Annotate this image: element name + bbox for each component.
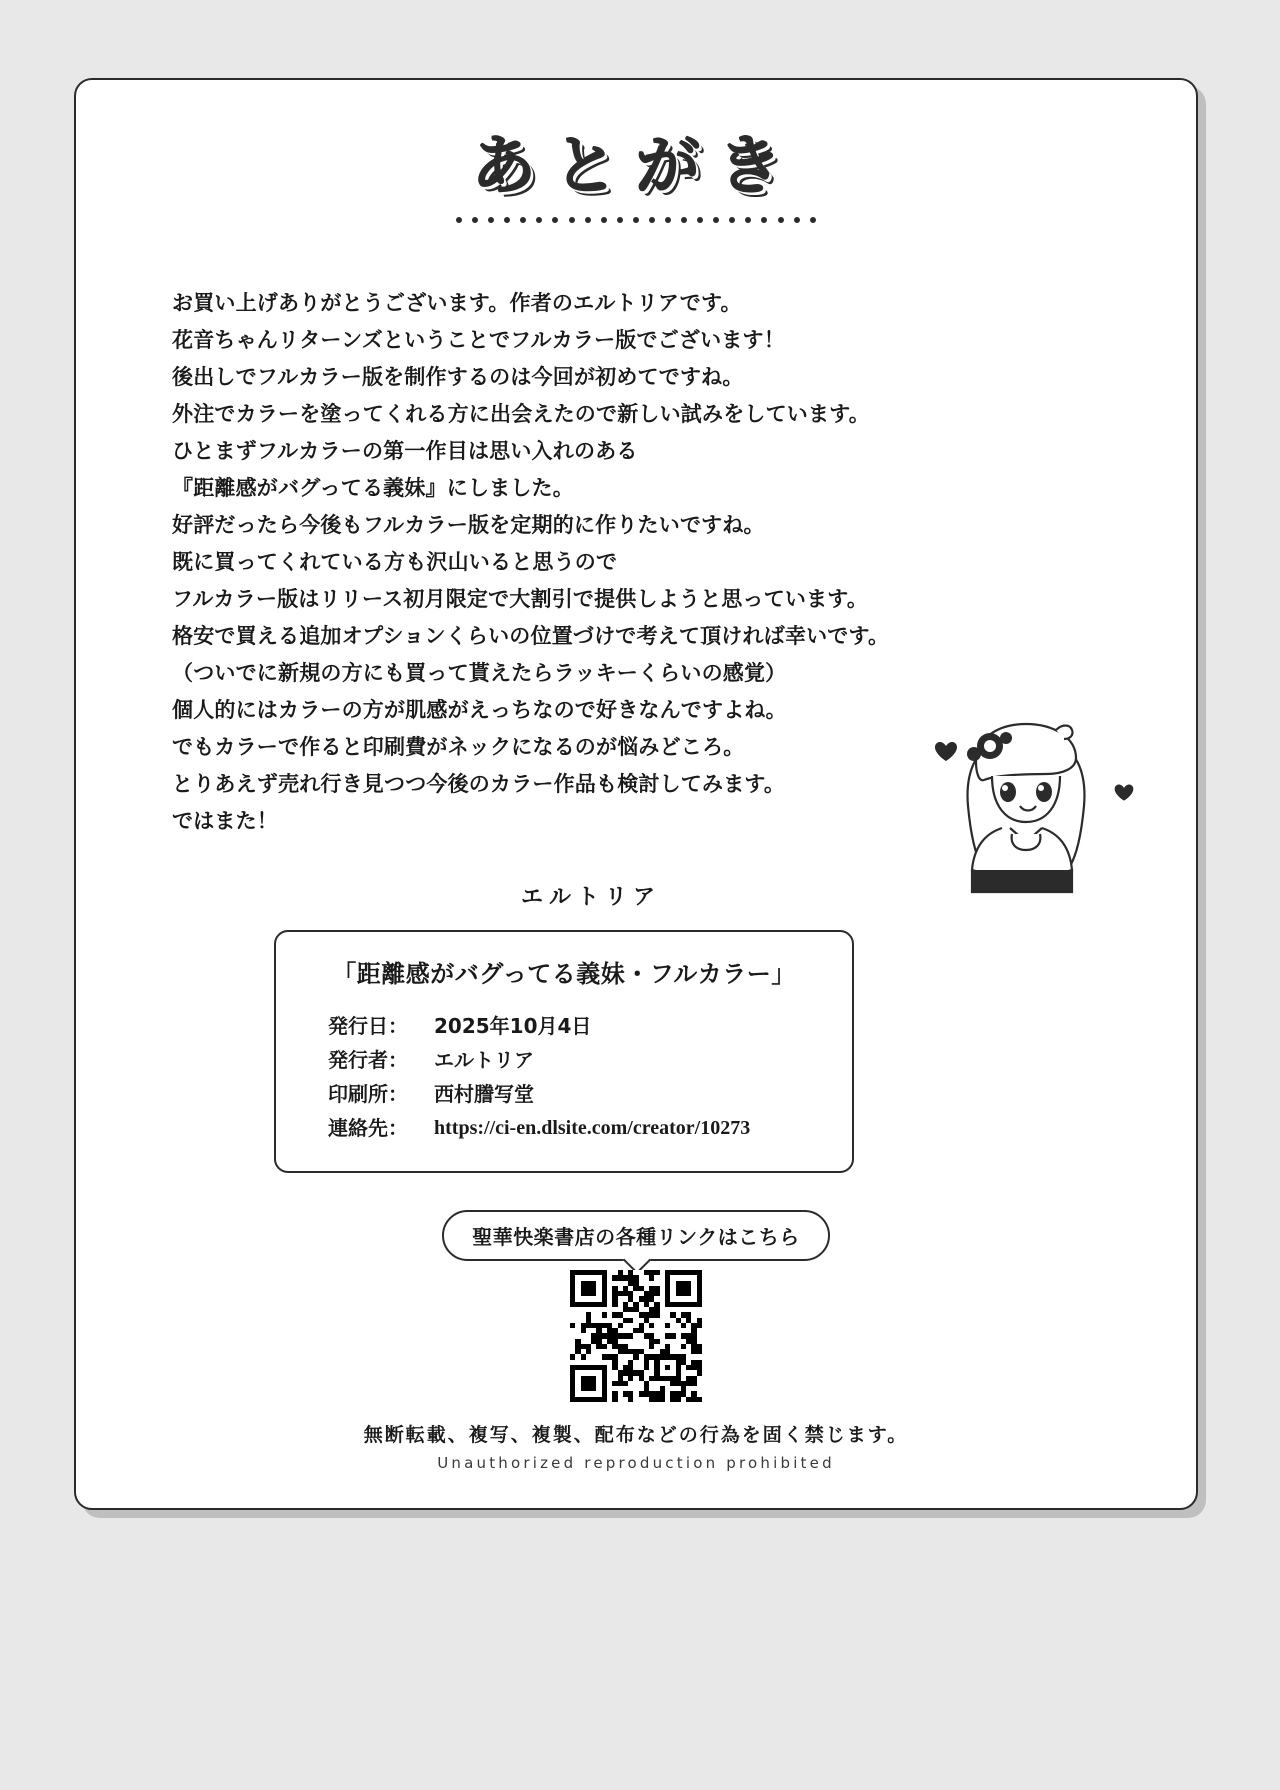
author-signature: エルトリア — [520, 885, 661, 910]
footer — [76, 1420, 1196, 1472]
colophon-value: 2025年10月4日 — [434, 1014, 592, 1038]
afterword-line: でもカラーで作ると印刷費がネックになるのが悩みどころ。 — [172, 735, 745, 759]
afterword-line: 後出しでフルカラー版を制作するのは今回が初めてですね。 — [172, 365, 744, 389]
afterword-line: お買い上げありがとうございます。作者のエルトリアです。 — [172, 291, 742, 315]
colophon-label: 印刷所： — [328, 1082, 408, 1106]
links-bubble-wrap — [76, 1210, 1196, 1261]
afterword-line: 既に買ってくれている方も沢山いると思うので — [172, 550, 618, 574]
afterword-line: 外注でカラーを塗ってくれる方に出会えたので新しい試みをしています。 — [172, 402, 870, 426]
colophon-contact-url[interactable]: https://ci-en.dlsite.com/creator/10273 — [434, 1117, 751, 1139]
footer-notice-jp: 無断転載、複写、複製、配布などの行為を固く禁じます。 — [363, 1424, 909, 1446]
afterword-line: フルカラー版はリリース初月限定で大割引で提供しようと思っています。 — [172, 587, 869, 611]
afterword-line: 『距離感がバグってる義妹』にしました。 — [172, 476, 574, 500]
colophon-value: エルトリア — [434, 1048, 534, 1072]
afterword-line: 個人的にはカラーの方が肌感がえっちなので好きなんですよね。 — [172, 698, 787, 722]
afterword-line: ではまた！ — [172, 809, 278, 833]
afterword-line: 好評だったら今後もフルカラー版を定期的に作りたいですね。 — [172, 513, 765, 537]
afterword-line: 格安で買える追加オプションくらいの位置づけで考えて頂ければ幸いです。 — [172, 624, 890, 648]
colophon-label: 発行者： — [328, 1048, 408, 1072]
afterword-line: ひとまずフルカラーの第一作目は思い入れのある — [172, 439, 638, 463]
document-page — [74, 78, 1198, 1510]
colophon-label: 発行日： — [328, 1014, 408, 1038]
colophon-row-publisher — [306, 1043, 822, 1077]
colophon-row-printer — [306, 1077, 822, 1111]
colophon-value: 西村謄写堂 — [434, 1082, 534, 1106]
title-dot-divider — [456, 216, 816, 224]
qr-code-wrap — [76, 1270, 1196, 1402]
footer-notice-en: Unauthorized reproduction prohibited — [437, 1454, 835, 1472]
qr-code[interactable] — [570, 1270, 702, 1402]
colophon-label: 連絡先： — [328, 1116, 408, 1140]
colophon-row-publish-date — [306, 1009, 822, 1043]
afterword-line: 花音ちゃんリターンズということでフルカラー版でございます！ — [172, 328, 785, 352]
colophon-row-contact — [306, 1111, 822, 1145]
page-title: あとがき — [472, 130, 800, 204]
afterword-line: とりあえず売れ行き見つつ今後のカラー作品も検討してみます。 — [172, 772, 786, 796]
page-title-block — [76, 132, 1196, 224]
links-bubble[interactable]: 聖華快楽書店の各種リンクはこちら — [442, 1210, 830, 1261]
colophon-title: 「距離感がバグってる義妹・フルカラー」 — [332, 960, 796, 988]
colophon-box — [274, 930, 854, 1173]
afterword-line: （ついでに新規の方にも買って貰えたらラッキーくらいの感覚） — [172, 661, 787, 685]
